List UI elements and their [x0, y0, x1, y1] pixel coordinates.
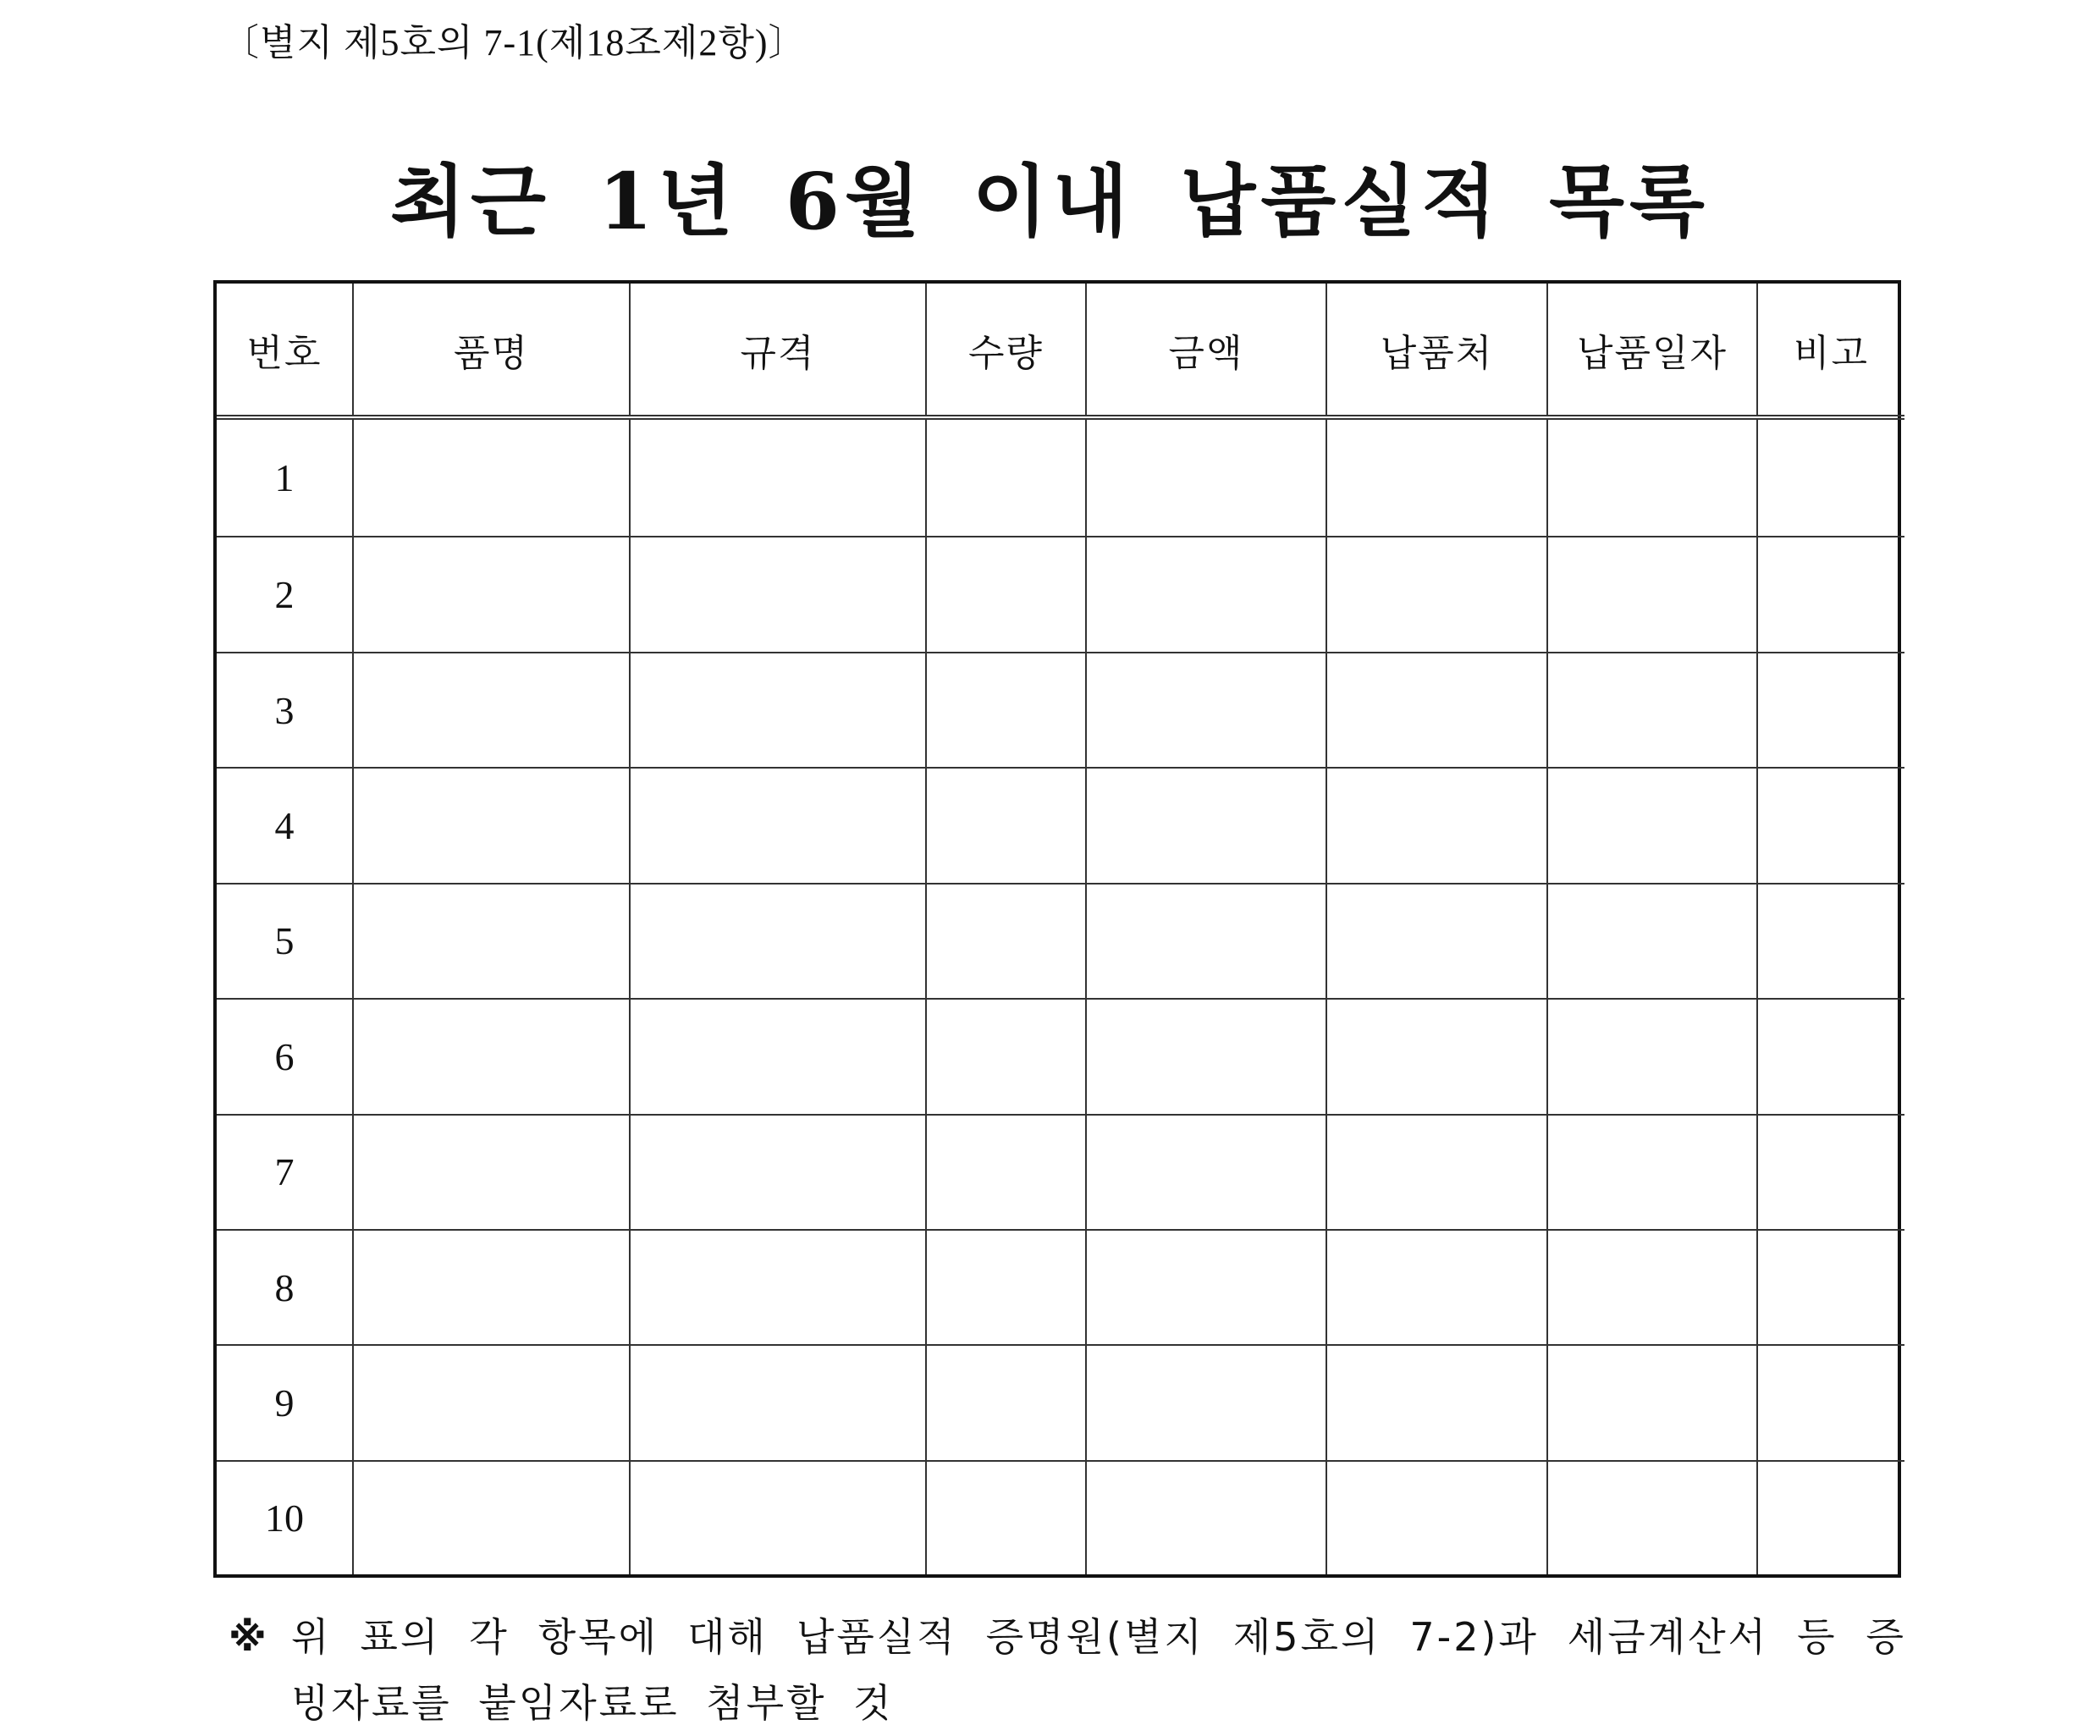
- cell-delivery-date[interactable]: [1547, 884, 1757, 999]
- cell-delivery-destination[interactable]: [1326, 999, 1547, 1114]
- table-row: [217, 1230, 1904, 1345]
- cell-delivery-destination[interactable]: [1326, 653, 1547, 768]
- reference-mark: ※: [229, 1614, 267, 1660]
- cell-amount[interactable]: [1086, 417, 1326, 537]
- cell-remarks[interactable]: [1757, 768, 1904, 883]
- column-header-delivery-date: 납품일자: [1547, 284, 1757, 417]
- cell-delivery-date[interactable]: [1547, 1230, 1757, 1345]
- table-row: [217, 1461, 1904, 1574]
- cell-amount[interactable]: [1086, 653, 1326, 768]
- table-row: [217, 768, 1904, 883]
- cell-delivery-date[interactable]: [1547, 1115, 1757, 1230]
- cell-remarks[interactable]: [1757, 1115, 1904, 1230]
- cell-quantity[interactable]: [926, 768, 1086, 883]
- cell-delivery-destination[interactable]: [1326, 1230, 1547, 1345]
- cell-item-name[interactable]: [353, 1345, 630, 1460]
- cell-item-name[interactable]: [353, 417, 630, 537]
- cell-delivery-destination[interactable]: [1326, 537, 1547, 652]
- cell-delivery-date[interactable]: [1547, 537, 1757, 652]
- column-header-quantity: 수량: [926, 284, 1086, 417]
- cell-specification[interactable]: [630, 537, 926, 652]
- cell-delivery-date[interactable]: [1547, 999, 1757, 1114]
- cell-specification[interactable]: [630, 417, 926, 537]
- table-row: [217, 884, 1904, 999]
- cell-quantity[interactable]: [926, 653, 1086, 768]
- cell-amount[interactable]: [1086, 1230, 1326, 1345]
- cell-amount[interactable]: [1086, 884, 1326, 999]
- cell-number: 6: [217, 999, 353, 1114]
- cell-quantity[interactable]: [926, 417, 1086, 537]
- cell-item-name[interactable]: [353, 1230, 630, 1345]
- table-row: [217, 999, 1904, 1114]
- form-reference: 〔별지 제5호의 7-1(제18조제2항)〕: [222, 22, 807, 63]
- cell-amount[interactable]: [1086, 537, 1326, 652]
- cell-quantity[interactable]: [926, 1345, 1086, 1460]
- cell-remarks[interactable]: [1757, 1461, 1904, 1574]
- cell-quantity[interactable]: [926, 884, 1086, 999]
- cell-delivery-destination[interactable]: [1326, 1345, 1547, 1460]
- cell-quantity[interactable]: [926, 1461, 1086, 1574]
- cell-amount[interactable]: [1086, 1461, 1326, 1574]
- cell-delivery-date[interactable]: [1547, 1461, 1757, 1574]
- cell-delivery-date[interactable]: [1547, 653, 1757, 768]
- delivery-record-table: [217, 284, 1904, 1574]
- attachment-note: [222, 1604, 1906, 1736]
- cell-remarks[interactable]: [1757, 884, 1904, 999]
- cell-specification[interactable]: [630, 1345, 926, 1460]
- cell-quantity[interactable]: [926, 1115, 1086, 1230]
- cell-delivery-destination[interactable]: [1326, 884, 1547, 999]
- cell-remarks[interactable]: [1757, 653, 1904, 768]
- cell-remarks[interactable]: [1757, 417, 1904, 537]
- cell-number: 10: [217, 1461, 353, 1574]
- cell-quantity[interactable]: [926, 537, 1086, 652]
- cell-delivery-destination[interactable]: [1326, 768, 1547, 883]
- cell-specification[interactable]: [630, 999, 926, 1114]
- cell-item-name[interactable]: [353, 1115, 630, 1230]
- cell-amount[interactable]: [1086, 999, 1326, 1114]
- cell-remarks[interactable]: [1757, 1345, 1904, 1460]
- column-header-amount: 금액: [1086, 284, 1326, 417]
- cell-amount[interactable]: [1086, 1345, 1326, 1460]
- cell-number: 4: [217, 768, 353, 883]
- table-header-row: [217, 284, 1904, 417]
- cell-quantity[interactable]: [926, 1230, 1086, 1345]
- cell-delivery-date[interactable]: [1547, 1345, 1757, 1460]
- cell-delivery-date[interactable]: [1547, 768, 1757, 883]
- cell-item-name[interactable]: [353, 884, 630, 999]
- cell-remarks[interactable]: [1757, 1230, 1904, 1345]
- cell-specification[interactable]: [630, 653, 926, 768]
- table-row: [217, 1345, 1904, 1460]
- column-header-delivery-destination: 납품처: [1326, 284, 1547, 417]
- cell-item-name[interactable]: [353, 999, 630, 1114]
- cell-number: 2: [217, 537, 353, 652]
- attachment-note-text: 위 표의 각 항목에 대해 납품실적 증명원(별지 제5호의 7-2)과 세금계산서 등 증빙자료를 붙임자료로 첨부할 것: [291, 1614, 1906, 1726]
- cell-specification[interactable]: [630, 884, 926, 999]
- cell-remarks[interactable]: [1757, 999, 1904, 1114]
- column-header-number: 번호: [217, 284, 353, 417]
- cell-number: 5: [217, 884, 353, 999]
- column-header-item-name: 품명: [353, 284, 630, 417]
- cell-number: 1: [217, 417, 353, 537]
- page-title: 최근 1년 6월 이내 납품실적 목록: [390, 156, 1710, 247]
- cell-specification[interactable]: [630, 1461, 926, 1574]
- cell-remarks[interactable]: [1757, 537, 1904, 652]
- cell-number: 9: [217, 1345, 353, 1460]
- cell-quantity[interactable]: [926, 999, 1086, 1114]
- cell-specification[interactable]: [630, 1230, 926, 1345]
- cell-amount[interactable]: [1086, 1115, 1326, 1230]
- cell-number: 3: [217, 653, 353, 768]
- cell-item-name[interactable]: [353, 768, 630, 883]
- table-row: [217, 653, 1904, 768]
- cell-delivery-destination[interactable]: [1326, 417, 1547, 537]
- cell-delivery-date[interactable]: [1547, 417, 1757, 537]
- cell-delivery-destination[interactable]: [1326, 1461, 1547, 1574]
- cell-number: 7: [217, 1115, 353, 1230]
- column-header-specification: 규격: [630, 284, 926, 417]
- cell-item-name[interactable]: [353, 1461, 630, 1574]
- table-row: [217, 537, 1904, 652]
- cell-amount[interactable]: [1086, 768, 1326, 883]
- cell-number: 8: [217, 1230, 353, 1345]
- cell-item-name[interactable]: [353, 653, 630, 768]
- cell-specification[interactable]: [630, 1115, 926, 1230]
- column-header-remarks: 비고: [1757, 284, 1904, 417]
- delivery-record-table-frame: [213, 280, 1901, 1578]
- table-row: [217, 1115, 1904, 1230]
- cell-item-name[interactable]: [353, 537, 630, 652]
- cell-specification[interactable]: [630, 768, 926, 883]
- cell-delivery-destination[interactable]: [1326, 1115, 1547, 1230]
- table-row: [217, 417, 1904, 537]
